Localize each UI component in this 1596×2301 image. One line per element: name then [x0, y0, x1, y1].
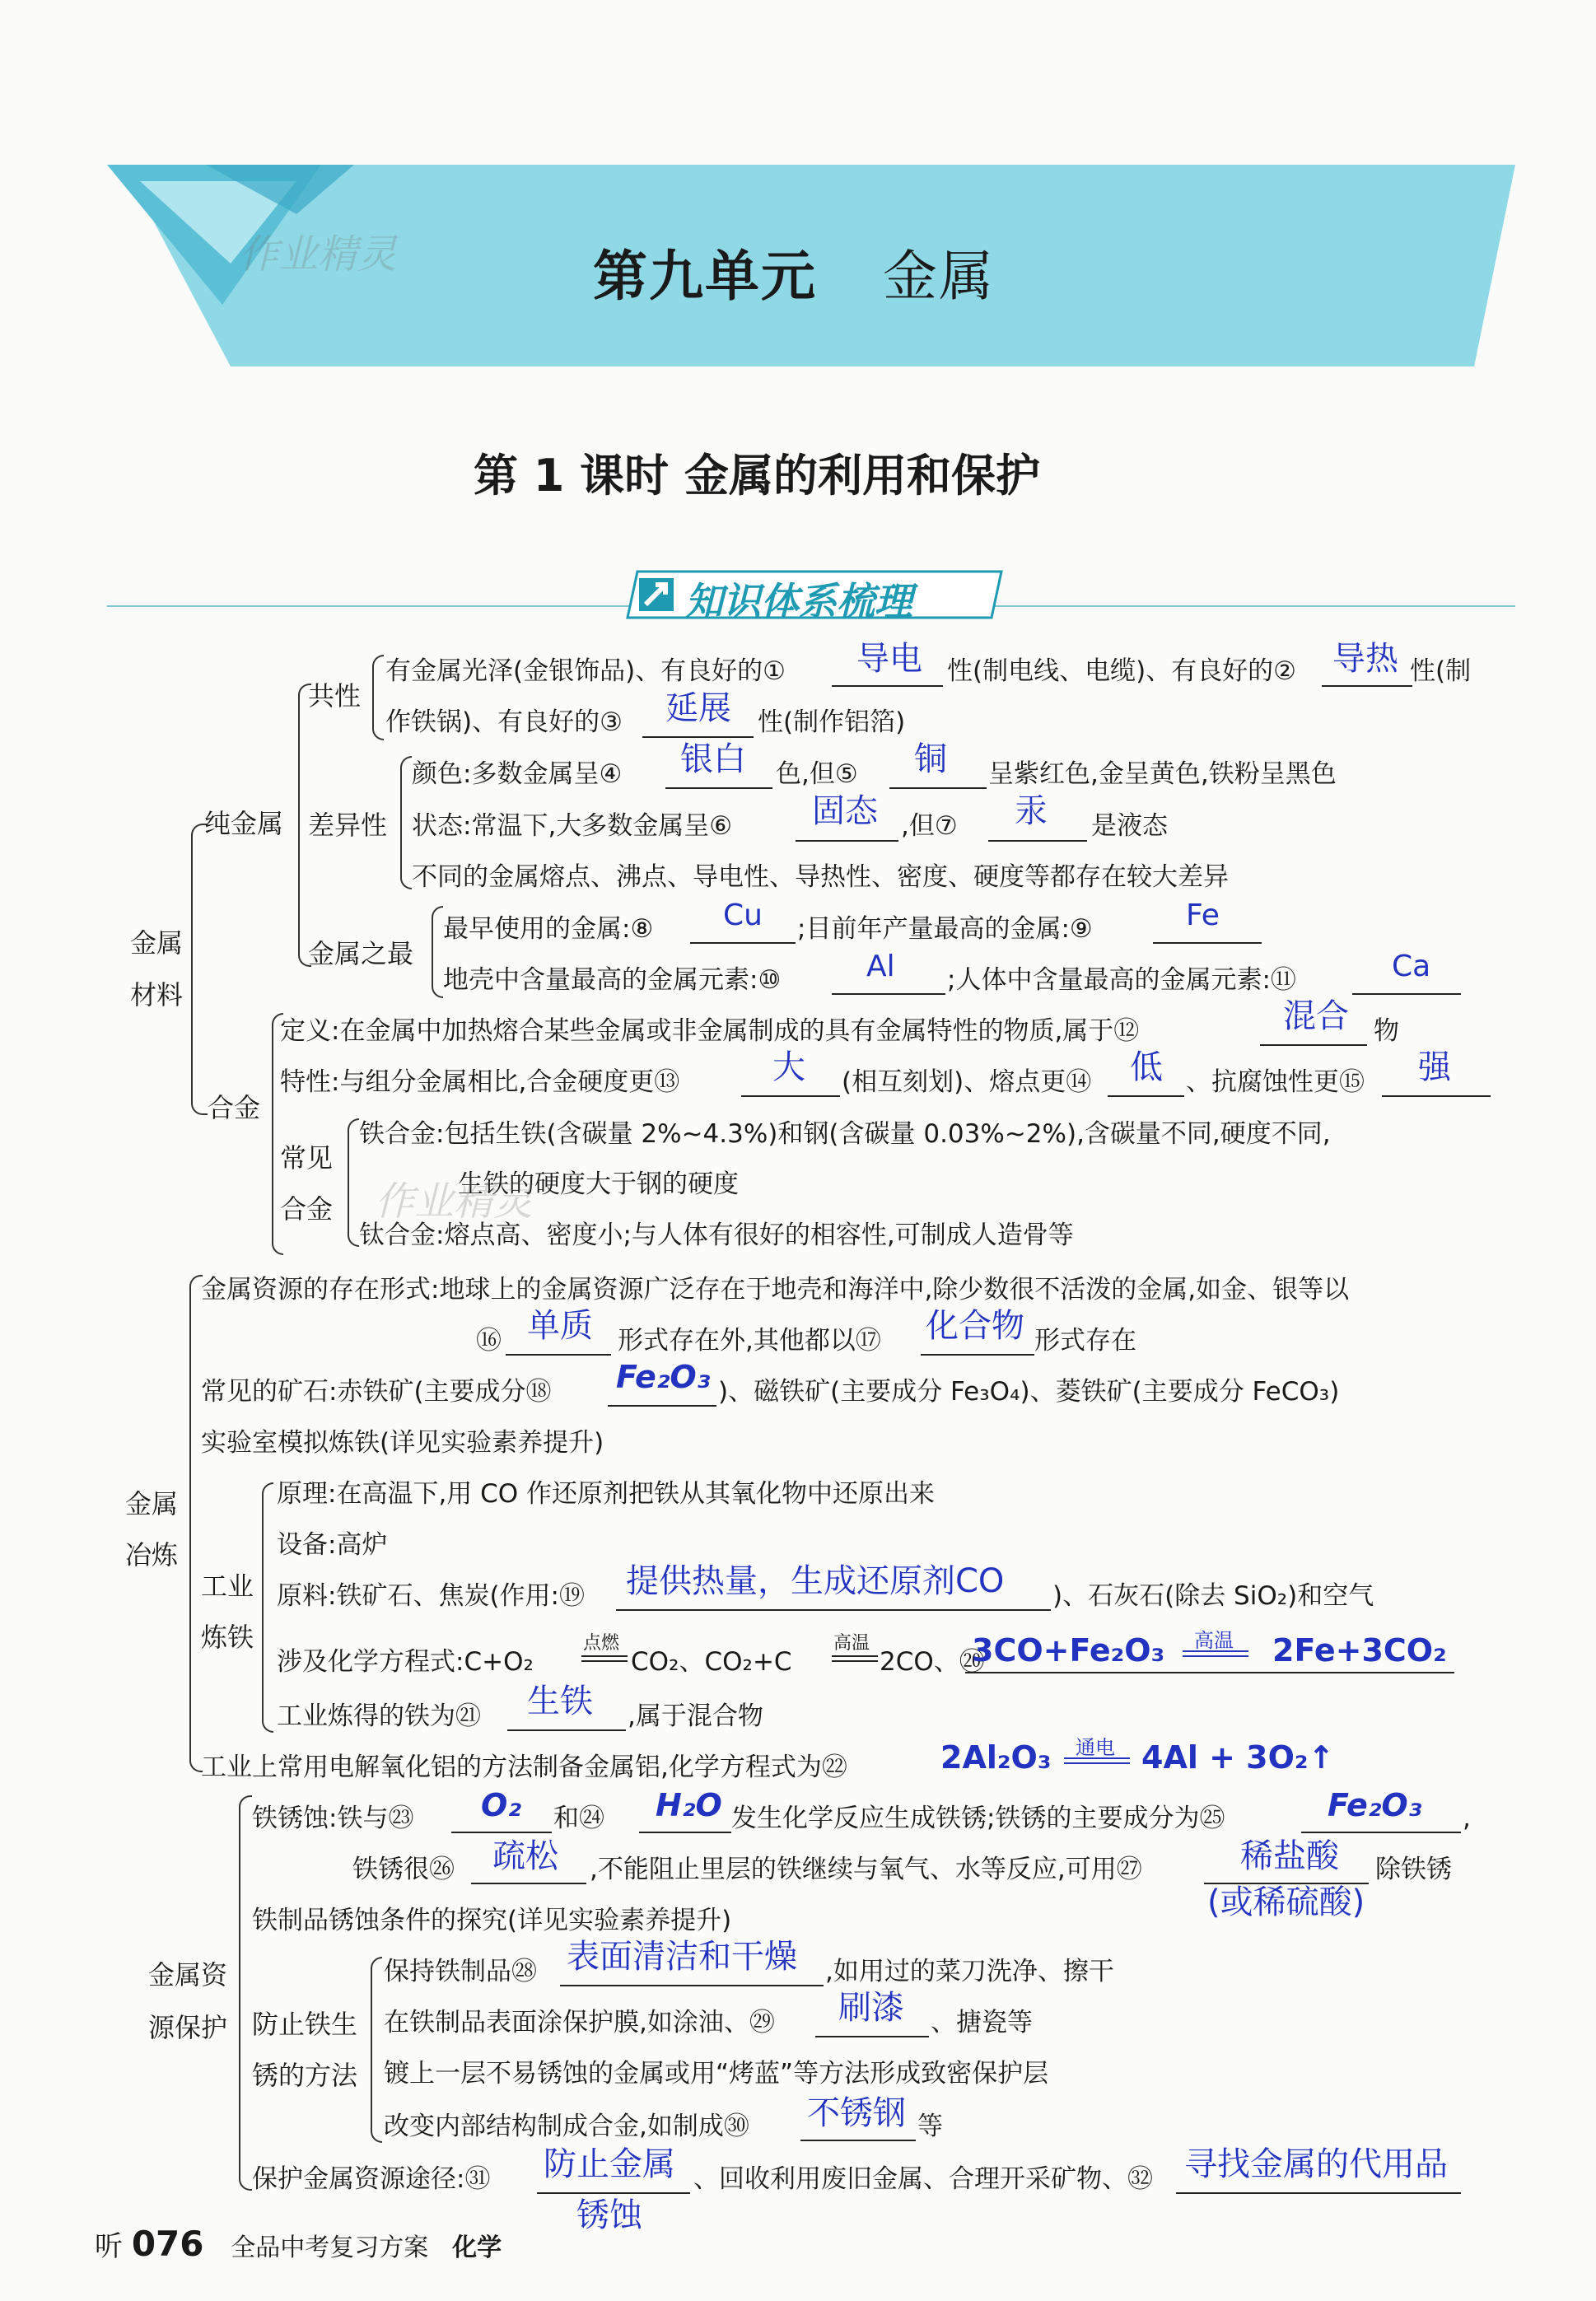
bracket-smelting: [189, 1275, 203, 1772]
subject: 化学: [452, 2233, 502, 2262]
answer-10: Al: [866, 950, 895, 983]
alloy-def-a: 定义:在金属中加热熔合某些金属或非金属制成的具有金属特性的物质,属于⑫: [280, 1016, 1140, 1046]
label-common-alloy-a: 常见: [280, 1142, 334, 1174]
iron-b: ,属于混合物: [628, 1701, 763, 1731]
alloy-prop-b: (相互刻划)、熔点更⑭: [842, 1067, 1092, 1097]
label-industry-a: 工业: [201, 1571, 254, 1602]
answer-20-right: 2Fe+3CO₂: [1272, 1632, 1447, 1669]
label-protection-a: 金属资: [148, 1959, 228, 1991]
label-metal-materials-a: 金属: [130, 927, 184, 959]
label-prevent-a: 防止铁生: [252, 2009, 358, 2040]
answer-27-alt: (或稀硫酸): [1207, 1883, 1365, 1921]
answer-11: Ca: [1392, 950, 1431, 983]
most-line2-a: 地壳中含量最高的金属元素:⑩: [443, 965, 782, 995]
equation-b: CO₂、CO₂+C: [631, 1647, 792, 1677]
diff-line1-c: 呈紫红色,金呈黄色,铁粉呈黑色: [988, 759, 1337, 789]
exist-line2-b: 形式存在外,其他都以⑰: [618, 1326, 881, 1356]
most-line1-a: 最早使用的金属:⑧: [443, 914, 654, 944]
answer-27: 稀盐酸: [1240, 1837, 1339, 1875]
answer-20-cond: 高温: [1194, 1629, 1234, 1652]
label-common-alloy-b: 合金: [280, 1193, 334, 1225]
answer-4: 银白: [680, 740, 746, 778]
iron-a: 工业炼得的铁为㉑: [277, 1701, 481, 1731]
answer-29: 刷漆: [838, 1989, 904, 2027]
watermark: 作业精灵: [239, 231, 398, 278]
alloy-prop-a: 特性:与组分金属相比,合金硬度更⑬: [280, 1067, 680, 1097]
label-alloy: 合金: [208, 1092, 261, 1123]
answer-20-left: 3CO+Fe₂O₃: [972, 1632, 1165, 1669]
label-diff: 差异性: [308, 810, 388, 841]
label-metal-materials-b: 材料: [130, 979, 184, 1010]
rust2-a: 铁锈很㉖: [352, 1855, 455, 1884]
equation-c: 2CO、⑳: [880, 1647, 985, 1677]
alloy-prop-c: 、抗腐蚀性更⑮: [1186, 1067, 1365, 1097]
answer-28: 表面清洁和干燥: [567, 1938, 797, 1976]
label-industry-b: 炼铁: [201, 1622, 254, 1653]
lesson-title: 第 1 课时 金属的利用和保护: [474, 450, 1040, 502]
answer-14: 低: [1130, 1048, 1163, 1086]
equation-a: 涉及化学方程式:C+O₂: [277, 1647, 534, 1677]
answer-9: Fe: [1186, 898, 1220, 932]
answer-16: 单质: [527, 1307, 593, 1345]
bracket-materials: [191, 824, 208, 1115]
answer-22-right: 4Al + 3O₂↑: [1141, 1739, 1335, 1776]
rust-c: 发生化学反应生成铁锈;铁锈的主要成分为㉕: [731, 1804, 1225, 1833]
answer-3: 延展: [665, 689, 731, 727]
label-smelting-b: 冶炼: [125, 1539, 179, 1571]
section-title: 知识体系梳理: [685, 579, 912, 623]
diff-line3: 不同的金属熔点、沸点、导电性、导热性、密度、硬度等都存在较大差异: [412, 862, 1229, 892]
diff-line1-b: 色,但⑤: [776, 759, 858, 789]
way-a: 保护金属资源途径:㉛: [252, 2164, 491, 2194]
diff-line2-c: 是液态: [1091, 811, 1168, 841]
exist-line1: 金属资源的存在形式:地球上的金属资源广泛存在于地壳和海洋中,除少数很不活泼的金属,如金、银等以: [201, 1275, 1350, 1305]
answer-18: Fe₂O₃: [616, 1359, 711, 1395]
eq-sign-1: [581, 1655, 628, 1662]
prevent-4-b: 等: [917, 2112, 943, 2141]
answer-31-cont: 锈蚀: [576, 2196, 642, 2234]
common-line2-a: 作铁锅)、有良好的③: [385, 707, 623, 737]
diff-line2-a: 状态:常温下,大多数金属呈⑥: [412, 811, 733, 841]
answer-26: 疏松: [492, 1837, 558, 1875]
raw-b: )、石灰石(除去 SiO₂)和空气: [1052, 1581, 1374, 1611]
bracket-diff: [400, 756, 412, 889]
exist-line2-c: 形式存在: [1034, 1326, 1136, 1356]
prevent-2-b: 、搪瓷等: [931, 2008, 1033, 2037]
answer-32: 寻找金属的代用品: [1184, 2145, 1448, 2183]
answer-20-sign: [1183, 1650, 1248, 1657]
bracket-industry: [262, 1482, 273, 1733]
alloy-iron-2: 生铁的硬度大于钢的硬度: [458, 1169, 739, 1199]
exist-line2-a: ⑯: [476, 1326, 502, 1356]
prevent-4-a: 改变内部结构制成合金,如制成㉚: [384, 2112, 749, 2141]
answer-17: 化合物: [926, 1307, 1024, 1345]
answer-31: 防止金属: [544, 2145, 675, 2183]
answer-1: 导电: [856, 640, 922, 678]
al-a: 工业上常用电解氧化铝的方法制备金属铝,化学方程式为㉒: [201, 1753, 847, 1782]
answer-13: 大: [772, 1048, 805, 1086]
answer-22-cond: 通电: [1076, 1736, 1115, 1759]
page-footer: [95, 2224, 502, 2264]
answer-7: 汞: [1015, 792, 1048, 830]
answer-25: Fe₂O₃: [1328, 1787, 1422, 1823]
lab-simulation: 实验室模拟炼铁(详见实验素养提升): [201, 1428, 604, 1458]
label-prevent-b: 锈的方法: [252, 2060, 358, 2091]
label-pure-metal: 纯金属: [204, 808, 284, 839]
answer-24: H₂O: [656, 1787, 722, 1823]
bracket-prevent: [371, 1957, 382, 2143]
answer-19: 提供热量，生成还原剂CO: [626, 1562, 1005, 1600]
label-common: 共性: [308, 680, 362, 712]
rust2-c: 除铁锈: [1375, 1855, 1452, 1884]
rust2-b: ,不能阻止里层的铁继续与氧气、水等反应,可用㉗: [590, 1855, 1142, 1884]
prevent-3: 镀上一层不易锈蚀的金属或用“烤蓝”等方法形成致密保护层: [384, 2059, 1049, 2089]
ore-b: )、磁铁矿(主要成分 Fe₃O₄)、菱铁矿(主要成分 FeCO₃): [718, 1377, 1340, 1407]
prevent-1-b: ,如用过的菜刀洗净、擦干: [825, 1957, 1114, 1986]
explore: 铁制品锈蚀条件的探究(详见实验素养提升): [252, 1906, 732, 1935]
book-title: 全品中考复习方案: [231, 2233, 429, 2262]
eq-sign-2: [832, 1655, 878, 1662]
diff-line1-a: 颜色:多数金属呈④: [412, 759, 623, 789]
cond-ignite: 点燃: [583, 1633, 620, 1654]
alloy-iron-1: 铁合金:包括生铁(含碳量 2%~4.3%)和钢(含碳量 0.03%~2%),含碳量不同,硬度不同,: [359, 1119, 1331, 1149]
diff-line2-b: ,但⑦: [901, 811, 958, 841]
label-protection-b: 源保护: [148, 2012, 228, 2043]
answer-2: 导热: [1332, 640, 1398, 678]
watermark: 作业精灵: [375, 1179, 534, 1225]
common-line1-c: 性(制: [1410, 656, 1472, 686]
most-line2-b: ;人体中含量最高的金属元素:⑪: [947, 965, 1296, 995]
prevent-1-a: 保持铁制品㉘: [384, 1957, 537, 1986]
answer-21: 生铁: [527, 1683, 593, 1720]
principle: 原理:在高温下,用 CO 作还原剂把铁从其氧化物中还原出来: [277, 1479, 936, 1509]
label-smelting-a: 金属: [125, 1488, 179, 1519]
answer-23: O₂: [481, 1787, 521, 1823]
bracket-protection: [239, 1795, 252, 2191]
alloy-ti: 钛合金:熔点高、密度小;与人体有很好的相容性,可制成人造骨等: [359, 1221, 1074, 1250]
answer-5: 铜: [914, 740, 947, 778]
bracket-common: [372, 655, 384, 740]
unit-title: 第九单元 金属: [593, 245, 995, 308]
way-b: 、回收利用废旧金属、合理开采矿物、㉜: [693, 2164, 1153, 2194]
bracket-common-alloy: [348, 1118, 359, 1247]
rust-d: ,: [1463, 1804, 1471, 1833]
answer-22-sign: [1064, 1757, 1130, 1764]
answer-6: 固态: [812, 792, 878, 830]
answer-30: 不锈钢: [807, 2094, 906, 2132]
equipment: 设备:高炉: [277, 1530, 388, 1560]
ore-a: 常见的矿石:赤铁矿(主要成分⑱: [201, 1377, 552, 1407]
common-line1-b: 性(制电线、电缆)、有良好的②: [947, 656, 1296, 686]
answer-12: 混合: [1283, 997, 1349, 1035]
rust-a: 铁锈蚀:铁与㉓: [252, 1804, 414, 1833]
page-number: 076: [131, 2224, 204, 2264]
most-line1-b: ;目前年产量最高的金属:⑨: [797, 914, 1093, 944]
raw-a: 原料:铁矿石、焦炭(作用:⑲: [277, 1581, 585, 1611]
answer-8: Cu: [723, 898, 763, 932]
answer-22-left: 2Al₂O₃: [940, 1739, 1052, 1776]
footer-prefix: 听: [95, 2230, 123, 2263]
cond-hightemp: 高温: [833, 1633, 870, 1654]
rust-b: 和㉔: [553, 1804, 604, 1833]
common-line2-b: 性(制作铝箔): [758, 707, 906, 737]
label-most: 金属之最: [308, 938, 414, 969]
common-line1-a: 有金属光泽(金银饰品)、有良好的①: [385, 656, 786, 686]
alloy-def-b: 物: [1374, 1016, 1399, 1046]
answer-15: 强: [1418, 1048, 1451, 1086]
bracket-most: [432, 906, 443, 998]
prevent-2-a: 在铁制品表面涂保护膜,如涂油、㉙: [384, 2008, 775, 2037]
